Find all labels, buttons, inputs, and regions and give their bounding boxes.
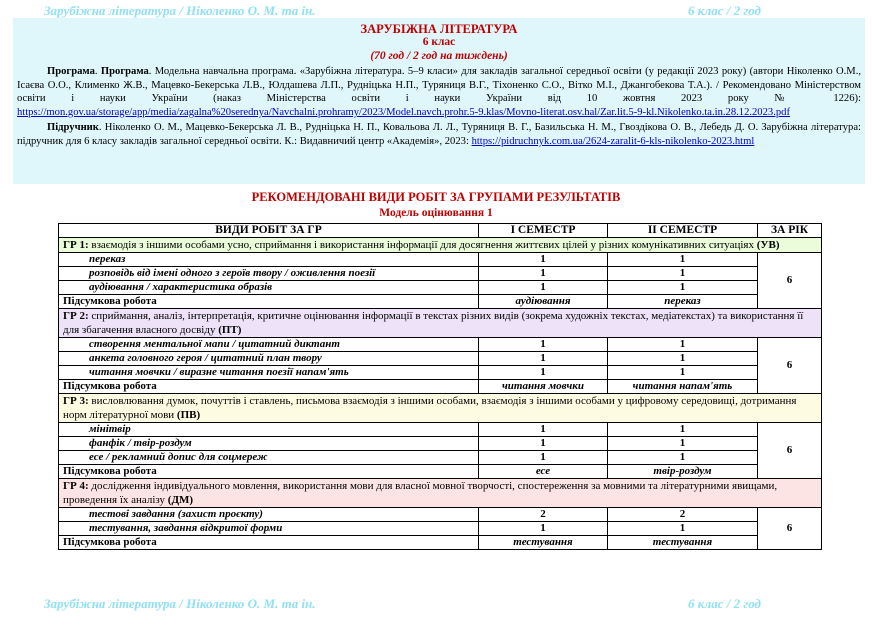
year-total: 6 [758, 508, 822, 550]
summary-row [59, 380, 822, 394]
program-label-repeat: Програма [100, 66, 149, 77]
table-header-row [59, 224, 822, 238]
semester-1-count: 1 [479, 352, 608, 366]
summary-semester-1: аудіювання [479, 295, 608, 309]
program-text: . Модельна навчальна програма. «Зарубіжна література. 5–9 класи» для закладів загальної середньої освіти (у редакції 2023 року) (автори Ніколенко О.М., Ісаєва О.О., Клименко Ж.В., Мацевко-Бекерська Л.В., Юлдашева Л.П., Рудніцька Н.П., Туряниця В.Г., Тіхоненко С.О., Вітко М.І., Джангобекова Т.А.). / Рекомендовано Міністерством освіти і науки України (наказ Міністерства освіти і науки України від 10 жовтня 2023 року № 1226): [17, 66, 861, 105]
semester-1-count: 1 [479, 423, 608, 437]
table-row [59, 352, 822, 366]
activity-name: читання мовчки / виразне читання поезії напам'ять [59, 366, 479, 380]
group-text: висловлювання думок, почуттів і ставлень, письмова взаємодія з іншими особами, взаємодія з іншими особами у цифровому середовищі, дотримання норм літературної мови [63, 395, 797, 421]
running-footer [0, 594, 872, 614]
table-row [59, 508, 822, 522]
summary-label: Підсумкова робота [59, 465, 479, 479]
program-label: Програма [47, 66, 95, 77]
semester-1-count: 1 [479, 267, 608, 281]
group-label: ГР 4: [63, 480, 89, 492]
textbook-text: . Ніколенко О. М., Мацевко-Бекерська Л. В., Рудніцька Н. П., Ковальова Л. Л., Туряниця В. Г., Базильська Н. М., Гвоздікова О. В., Лебедь Д. О. Зарубіжна література: підручник для 6 класу закладів загальної середньої освіти. К.: Видавничий центр «Академія», 2023: [17, 122, 861, 147]
semester-2-count: 1 [608, 253, 758, 267]
table-row [59, 366, 822, 380]
summary-semester-2: твір-роздум [608, 465, 758, 479]
group-label: ГР 2: [63, 310, 89, 322]
group-label: ГР 1: [63, 239, 89, 251]
running-header [0, 0, 872, 18]
semester-1-count: 1 [479, 451, 608, 465]
table-row [59, 267, 822, 281]
summary-semester-2: читання напам'ять [608, 380, 758, 394]
semester-2-count: 1 [608, 423, 758, 437]
group-code: (ПВ) [176, 409, 201, 421]
semester-1-count: 2 [479, 508, 608, 522]
group-code: (ПТ) [218, 324, 242, 336]
semester-1-count: 1 [479, 437, 608, 451]
summary-semester-1: тестування [479, 536, 608, 550]
program-paragraph: Програма. Програма. Модельна навчальна програма. «Зарубіжна література. 5–9 класи» для закладів загальної середньої освіти (у редакції 2023 року) (автори Ніколенко О.М., Ісаєва О.О., Клименко Ж.В., Мацевко-Бекерська Л.В., Юлдашева Л.П., Рудніцька Н.П., Туряниця В.Г., Тіхоненко С.О., Вітко М.І., Джангобекова Т.А.). / Рекомендовано Міністерством освіти і науки України (наказ Міністерства освіти і науки України від 10 жовтня 2023 року № 1226): https://mon.gov.ua/storage/app/media/zagalna%20serednya/Navchalni.prohramy/2023/Model.navch.prohr.5-9.klas/Movno-literat.osv.hal/Zar.lit.5-9-kl.Nikolenko.ta.in.28.12.2023.pdf [17, 66, 861, 118]
activity-name: розповідь від імені одного з героїв твору / оживлення поезії [59, 267, 479, 281]
group-code: (ДМ) [167, 494, 194, 506]
semester-1-count: 1 [479, 338, 608, 352]
table-row [59, 522, 822, 536]
semester-2-count: 1 [608, 522, 758, 536]
semester-1-count: 1 [479, 253, 608, 267]
semester-2-count: 1 [608, 437, 758, 451]
textbook-label: Підручник [47, 122, 99, 134]
year-total: 6 [758, 423, 822, 479]
col-header-semester-1: І СЕМЕСТР [479, 224, 608, 238]
semester-2-count: 1 [608, 281, 758, 295]
semester-1-count: 1 [479, 366, 608, 380]
col-header-work-types: ВИДИ РОБІТ ЗА ГР [59, 224, 479, 238]
grade-label: 6 клас [422, 36, 456, 48]
group-row-gr1 [59, 238, 822, 253]
table-row [59, 451, 822, 465]
program-link[interactable]: https://mon.gov.ua/storage/app/media/zagalna%20serednya/Navchalni.prohramy/2023/Model.navch.prohr.5-9.klas/Movno-literat.osv.hal/Zar.lit.5-9-kl.Nikolenko.ta.in.28.12.2023.pdf [17, 106, 790, 118]
semester-2-count: 1 [608, 352, 758, 366]
group-description [59, 394, 822, 423]
semester-2-count: 1 [608, 267, 758, 281]
summary-semester-1: читання мовчки [479, 380, 608, 394]
section-title: РЕКОМЕНДОВАНІ ВИДИ РОБІТ ЗА ГРУПАМИ РЕЗУЛЬТАТІВ [251, 190, 621, 204]
textbook-link[interactable]: https://pidruchnyk.com.ua/2624-zaralit-6-kls-nikolenko-2023.html [471, 135, 755, 147]
header-grade: 6 клас / 2 год [688, 3, 761, 18]
activity-name: аудіювання / характеристика образів [59, 281, 479, 295]
summary-row [59, 295, 822, 309]
semester-2-count: 1 [608, 451, 758, 465]
group-text: сприймання, аналіз, інтерпретація, критичне оцінювання інформації в текстах різних видів (зокрема художніх текстах, медіатекстах) та використання її для збагачення власного досвіду [63, 310, 804, 336]
group-row-gr2 [59, 309, 822, 338]
summary-row [59, 536, 822, 550]
group-row-gr4 [59, 479, 822, 508]
intro-block [13, 18, 865, 184]
section-subtitle: Модель оцінювання 1 [379, 207, 493, 219]
semester-1-count: 1 [479, 522, 608, 536]
textbook-paragraph [17, 121, 861, 148]
activity-name: переказ [59, 253, 479, 267]
year-total: 6 [758, 253, 822, 309]
year-total: 6 [758, 338, 822, 394]
footer-course-title: Зарубіжна література / Ніколенко О. М. та ін. [44, 596, 316, 611]
summary-label: Підсумкова робота [59, 536, 479, 550]
semester-1-count: 1 [479, 281, 608, 295]
hours-label: (70 год / 2 год на тиждень) [370, 50, 508, 62]
col-header-year: ЗА РІК [758, 224, 822, 238]
semester-2-count: 2 [608, 508, 758, 522]
group-description [59, 479, 822, 508]
table-row [59, 281, 822, 295]
semester-2-count: 1 [608, 366, 758, 380]
activity-name: есе / рекламний допис для соцмереж [59, 451, 479, 465]
table-row [59, 423, 822, 437]
header-course-title: Зарубіжна література / Ніколенко О. М. та ін. [44, 3, 316, 18]
summary-semester-2: переказ [608, 295, 758, 309]
group-text: дослідження індивідуального мовлення, використання мови для власної мовної творчості, спостереження за мовними та літературними явищами, проведення їх аналізу [63, 480, 778, 506]
assessment-table [58, 223, 822, 550]
summary-semester-2: тестування [608, 536, 758, 550]
summary-label: Підсумкова робота [59, 295, 479, 309]
footer-grade: 6 клас / 2 год [688, 596, 761, 611]
table-row [59, 437, 822, 451]
col-header-semester-2: ІІ СЕМЕСТР [608, 224, 758, 238]
activity-name: анкета головного героя / цитатний план твору [59, 352, 479, 366]
group-description [59, 309, 822, 338]
table-row [59, 338, 822, 352]
group-description [59, 238, 822, 253]
activity-name: створення ментальної мапи / цитатний диктант [59, 338, 479, 352]
activity-name: фанфік / твір-роздум [59, 437, 479, 451]
activity-name: мінітвір [59, 423, 479, 437]
activity-name: тестові завдання (захист проєкту) [59, 508, 479, 522]
group-code: (УВ) [756, 239, 780, 251]
summary-label: Підсумкова робота [59, 380, 479, 394]
group-text: взаємодія з іншими особами усно, сприймання і використання інформації для досягнення життєвих цілей у різних комунікативних ситуаціях [88, 239, 757, 251]
summary-semester-1: есе [479, 465, 608, 479]
activity-name: тестування, завдання відкритої форми [59, 522, 479, 536]
semester-2-count: 1 [608, 338, 758, 352]
subject-title: ЗАРУБІЖНА ЛІТЕРАТУРА [360, 22, 518, 36]
table-row [59, 253, 822, 267]
group-label: ГР 3: [63, 395, 89, 407]
group-row-gr3 [59, 394, 822, 423]
summary-row [59, 465, 822, 479]
